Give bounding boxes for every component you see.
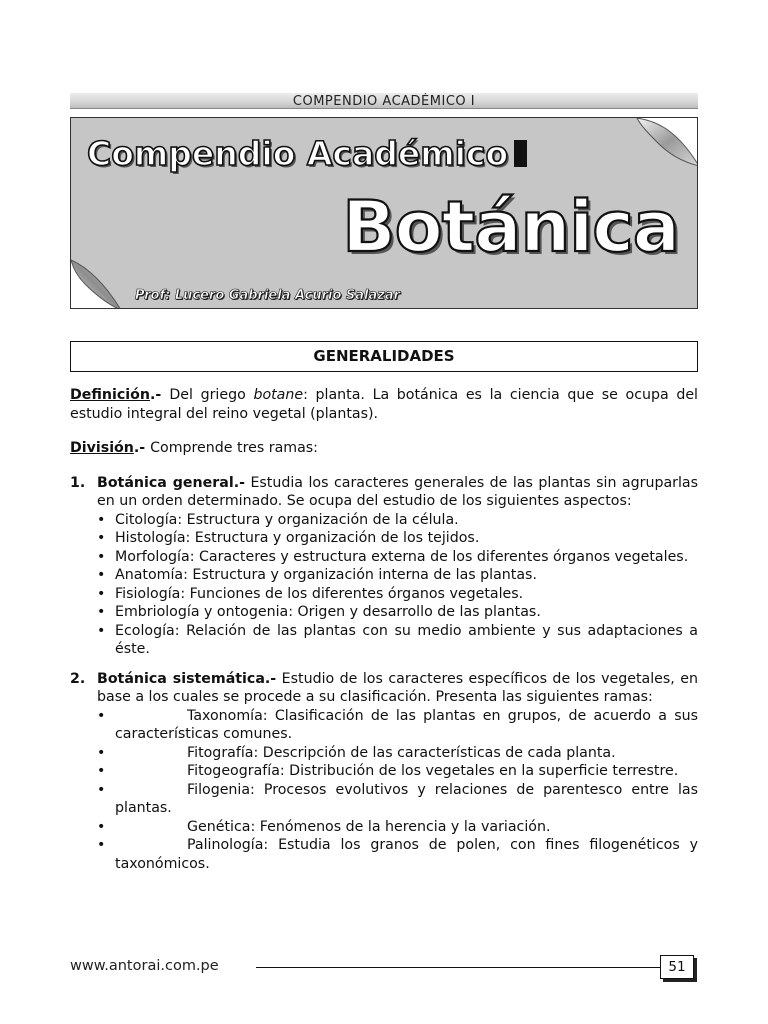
list-item: • Fisiología: Funciones de los diferentes órganos vegetales. [97, 585, 698, 604]
branch-intro [97, 670, 698, 707]
branch-item [70, 670, 698, 874]
list-item: • Citología: Estructura y organización de la célula. [97, 511, 698, 530]
list-item: • Filogenia: Procesos evolutivos y relaciones de parentesco entre las plantas. [97, 781, 698, 818]
banner-title: Compendio Académico [87, 134, 527, 173]
division-paragraph [70, 439, 698, 458]
branch-intro [97, 474, 698, 511]
title-banner [70, 117, 698, 309]
division-sep: .- [133, 440, 151, 456]
division-label: División [70, 440, 134, 456]
division-text: Comprende tres ramas: [150, 440, 318, 456]
list-item: • Histología: Estructura y organización de los tejidos. [97, 529, 698, 548]
page-number: 51 [660, 955, 694, 979]
list-item: • Fitografía: Descripción de las características de cada planta. [97, 744, 698, 763]
branch-title: Botánica general.- [97, 474, 245, 491]
section-title: GENERALIDADES [70, 341, 698, 372]
definition-post: : planta. La botánica es la ciencia que se ocupa del estudio integral del reino vegetal (plantas). [70, 387, 699, 422]
footer-rule [256, 967, 660, 968]
footer-website-link[interactable]: www.antorai.com.pe [70, 958, 219, 974]
branch-intro-text: Estudio de los caracteres específicos de los vegetales, en base a los cuales se procede a su clasificación. Presenta las siguientes ramas: [97, 670, 698, 705]
banner-subject: Botánica [342, 186, 679, 268]
banner-author: Prof: Lucero Gabriela Acurio Salazar [135, 288, 401, 303]
list-item: • Taxonomía: Clasificación de las plantas en grupos, de acuerdo a sus características comunes. [97, 707, 698, 744]
branch-item [70, 474, 698, 659]
list-item: • Palinología: Estudia los granos de polen, con fines filogenéticos y taxonómicos. [97, 836, 698, 873]
branch-number: 2. [70, 670, 86, 687]
running-header-text: COMPENDIO ACADÉMICO I [292, 94, 476, 109]
definition-term: botane [253, 387, 304, 403]
list-item: • Embriología y ontogenia: Origen y desarrollo de las plantas. [97, 603, 698, 622]
branch-intro-text: Estudia los caracteres generales de las plantas sin agruparlas en un orden determinado. Se ocupa del estudio de los siguientes aspectos: [97, 474, 698, 509]
branches-list [70, 474, 698, 874]
list-item: • Morfología: Caracteres y estructura externa de los diferentes órganos vegetales. [97, 548, 698, 567]
definition-sep: .- [150, 387, 170, 403]
list-item: • Anatomía: Estructura y organización interna de las plantas. [97, 566, 698, 585]
banner-roman-numeral-bar [514, 140, 527, 167]
definition-pre: Del griego [169, 387, 254, 403]
list-item: • Genética: Fenómenos de la herencia y la variación. [97, 818, 698, 837]
definition-paragraph [70, 386, 698, 423]
running-header [70, 93, 698, 109]
branch-subitems [97, 707, 698, 874]
list-item: • Ecología: Relación de las plantas con su medio ambiente y sus adaptaciones a éste. [97, 622, 698, 659]
branch-number: 1. [70, 474, 86, 491]
page-body [70, 386, 698, 884]
branch-title: Botánica sistemática.- [97, 670, 277, 687]
definition-label: Definición [70, 387, 150, 403]
branch-subitems [97, 511, 698, 659]
list-item: • Fitogeografía: Distribución de los vegetales en la superficie terrestre. [97, 762, 698, 781]
